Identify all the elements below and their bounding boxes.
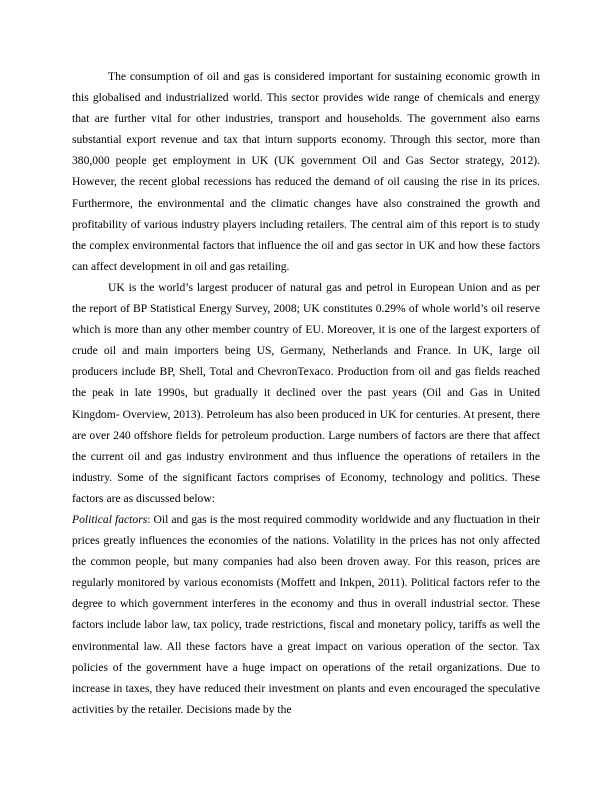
political-factors-label: Political factors [72, 512, 148, 526]
political-factors-text: : Oil and gas is the most required commodity worldwide and any fluctuation in their prices greatly influences the economies of the nations. Volatility in the prices has not only affected the common people, but many companies had also been droven away. For this reason, prices are regularly monitored by various economists (Moffett and Inkpen, 2011). Political factors refer to the degree to which government interferes in the economy and thus in overall industrial sector. These factors include labor law, tax policy, trade restrictions, fiscal and monetary policy, tariffs as well the environmental law. All these factors have a great impact on various operation of the sector. Tax policies of the government have a huge impact on operations of the retail organizations. Due to increase in taxes, they have reduced their investment on plants and even encouraged the speculative activities by the retailer. Decisions made by the [72, 512, 540, 716]
paragraph-introduction: The consumption of oil and gas is considered important for sustaining economic growth in this globalised and industrialized world. This sector provides wide range of chemicals and energy that are further vital for other industries, transport and households. The government also earns substantial export revenue and tax that inturn supports economy. Through this sector, more than 380,000 people get employment in UK (UK government Oil and Gas Sector strategy, 2012). However, the recent global recessions has reduced the demand of oil causing the rise in its prices. Furthermore, the environmental and the climatic changes have also constrained the growth and profitability of various industry players including retailers. The central aim of this report is to study the complex environmental factors that influence the oil and gas sector in UK and how these factors can affect development in oil and gas retailing. [72, 70, 540, 273]
paragraph-political-factors [72, 509, 540, 720]
paragraph-uk-overview: UK is the world’s largest producer of natural gas and petrol in European Union and as per the report of BP Statistical Energy Survey, 2008; UK constitutes 0.29% of whole world’s oil reserve which is more than any other member country of EU. Moreover, it is one of the largest exporters of crude oil and main importers being US, Germany, Netherlands and France. In UK, large oil producers include BP, Shell, Total and ChevronTexaco. Production from oil and gas fields reached the peak in late 1990s, but gradually it declined over the past years (Oil and Gas in United Kingdom- Overview, 2013). Petroleum has also been produced in UK for centuries. At present, there are over 240 offshore fields for petroleum production. Large numbers of factors are there that affect the current oil and gas industry environment and thus influence the operations of retailers in the industry. Some of the significant factors comprises of Economy, technology and politics. These factors are as discussed below: [72, 280, 540, 505]
document-page [72, 66, 540, 720]
